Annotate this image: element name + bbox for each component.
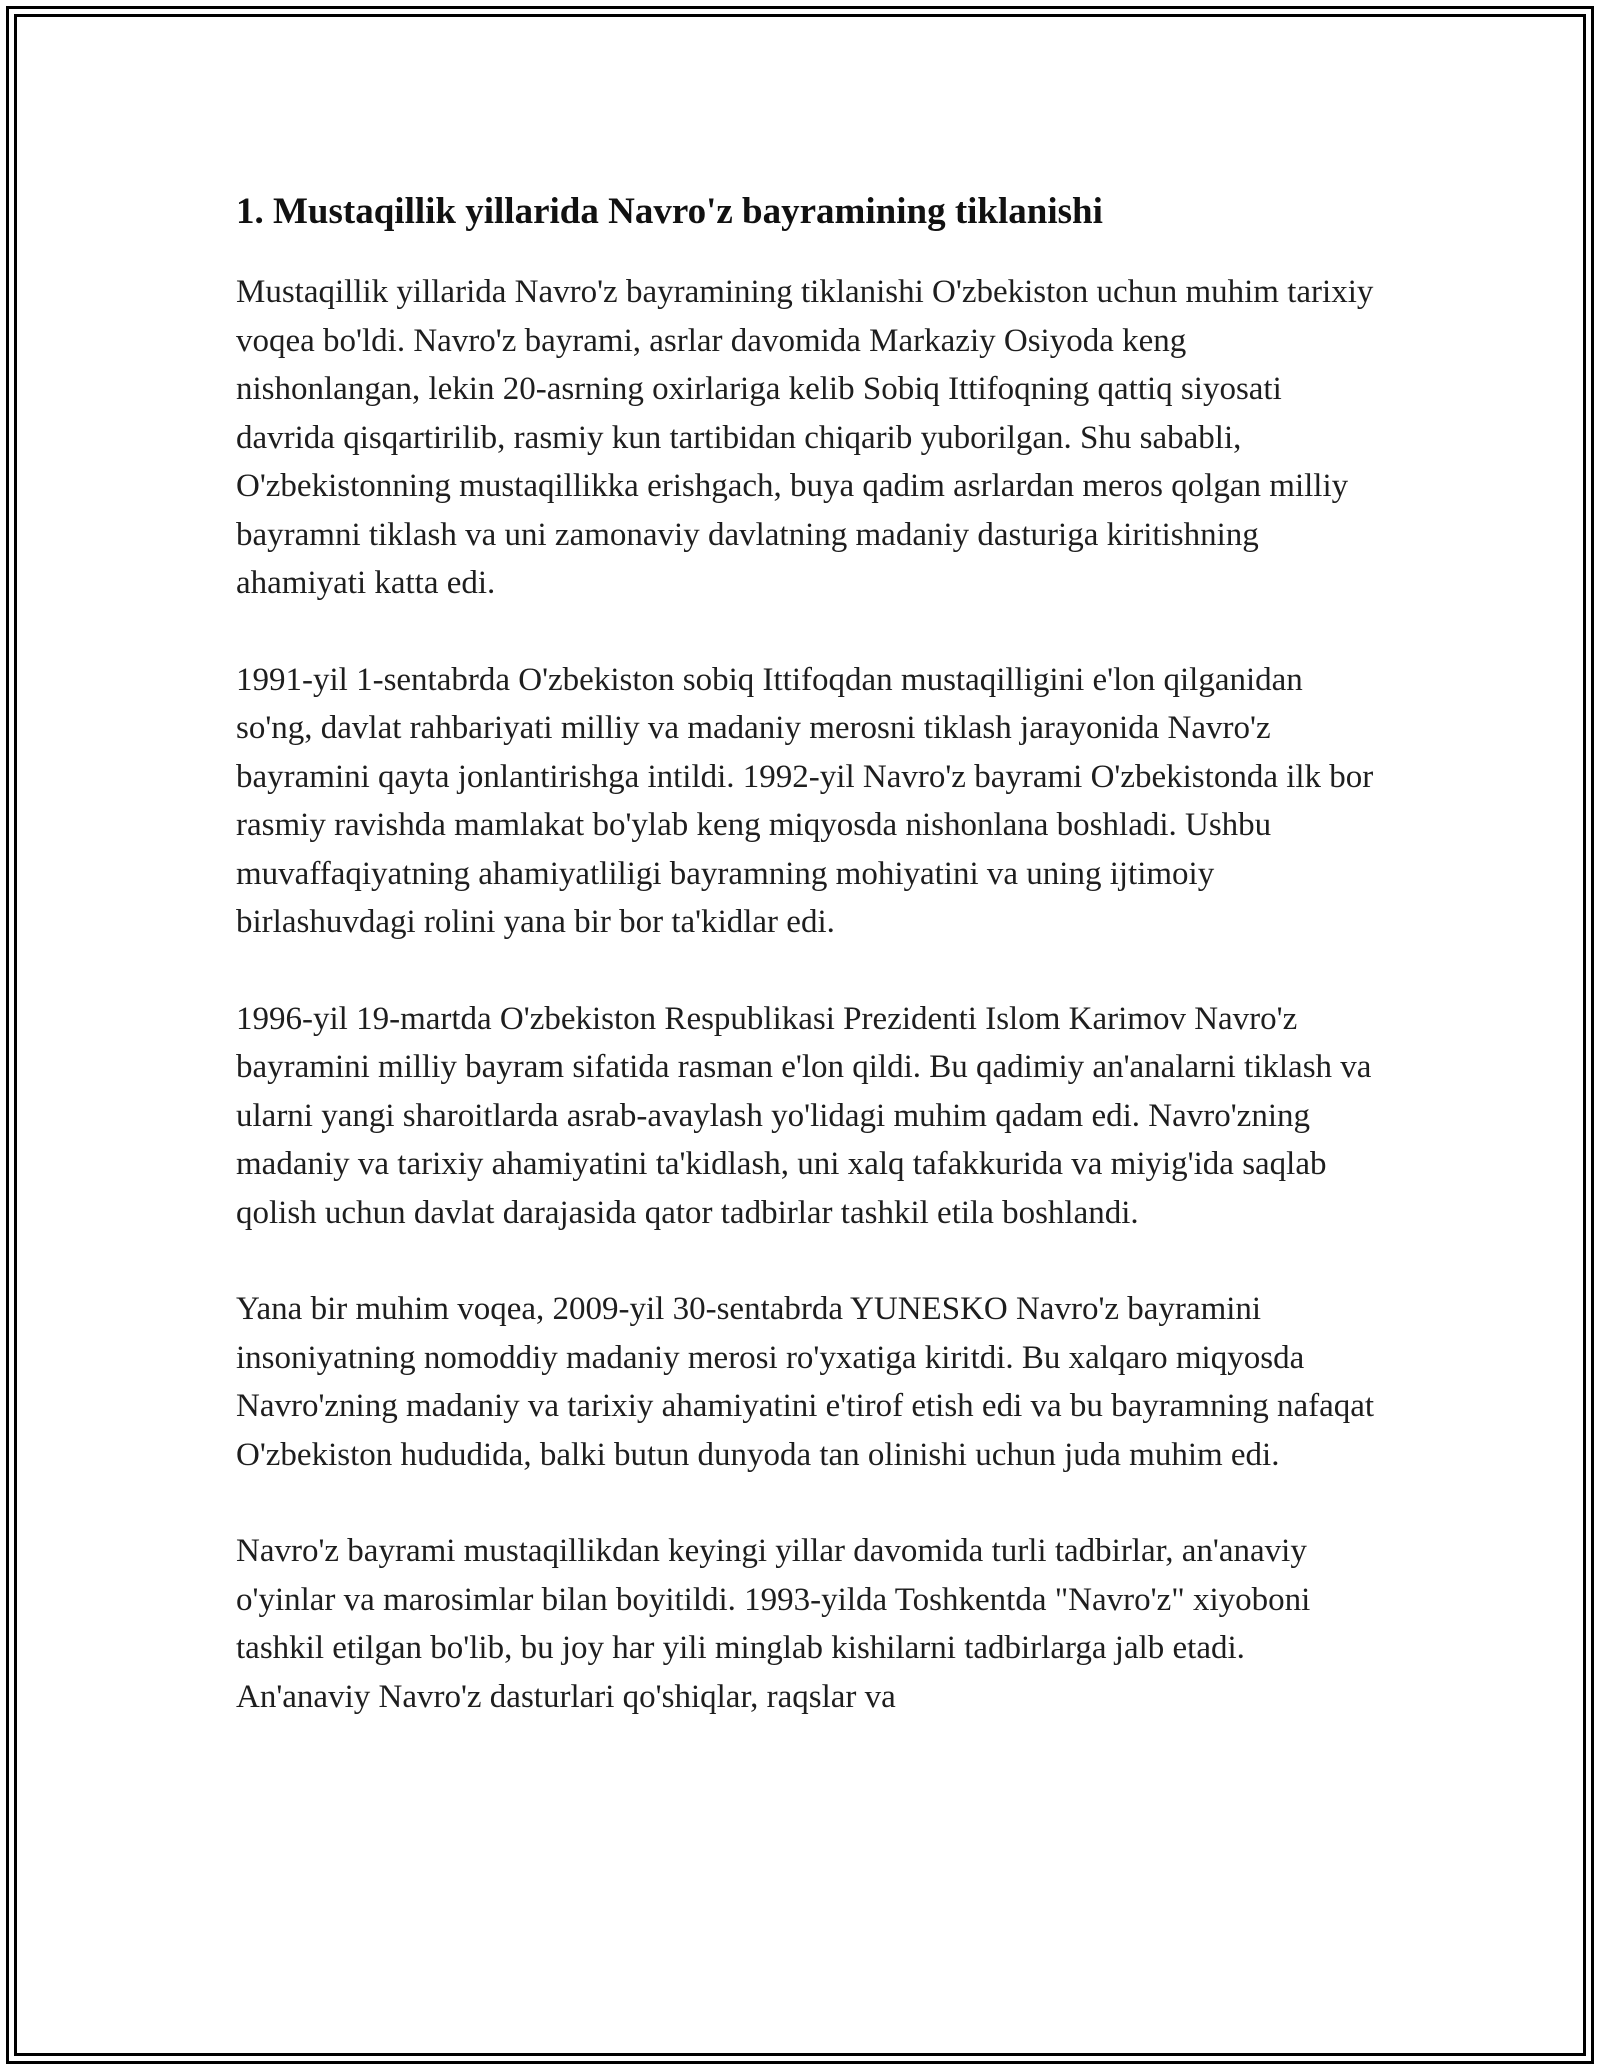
paragraph-4: Yana bir muhim voqea, 2009-yil 30-sentabrda YUNESKO Navro'z bayramini insoniyatning nomoddiy madaniy merosi ro'yxatiga kiritdi. Bu xalqaro miqyosda Navro'zning madaniy va tarixiy ahamiyatini e'tirof etish edi va bu bayramning nafaqat O'zbekiston hududida, balki butun dunyoda tan olinishi uchun juda muhim edi.: [236, 1291, 1375, 1473]
section-title: 1. Mustaqillik yillarida Navro'z bayramining tiklanishi: [236, 191, 1103, 232]
paragraph-1: Mustaqillik yillarida Navro'z bayramining tiklanishi O'zbekiston uchun muhim tarixiy voqea bo'ldi. Navro'z bayrami, asrlar davomida Markaziy Osiyoda keng nishonlangan, lekin 20-asrning oxirlariga kelib Sobiq Ittifoqning qattiq siyosati davrida qisqartirilib, rasmiy kun tartibidan chiqarib yuborilgan. Shu sababli, O'zbekistonning mustaqillikka erishgach, buya qadim asrlardan meros qolgan milliy bayramni tiklash va uni zamonaviy davlatning madaniy dasturiga kiritishning ahamiyati katta edi.: [236, 274, 1374, 601]
document-body: [236, 186, 1376, 1769]
paragraph-2: 1991-yil 1-sentabrda O'zbekiston sobiq Ittifoqdan mustaqilligini e'lon qilganidan so'ng, davlat rahbariyati milliy va madaniy merosni tiklash jarayonida Navro'z bayramini qayta jonlantirishga intildi. 1992-yil Navro'z bayrami O'zbekistonda ilk bor rasmiy ravishda mamlakat bo'ylab keng miqyosda nishonlana boshladi. Ushbu muvaffaqiyatning ahamiyatliligi bayramning mohiyatini va uning ijtimoiy birlashuvdagi rolini yana bir bor ta'kidlar edi.: [236, 661, 1374, 940]
paragraph-3: 1996-yil 19-martda O'zbekiston Respublikasi Prezidenti Islom Karimov Navro'z bayramini milliy bayram sifatida rasman e'lon qildi. Bu qadimiy an'analarni tiklash va ularni yangi sharoitlarda asrab-avaylash yo'lidagi muhim qadam edi. Navro'zning madaniy va tarixiy ahamiyatini ta'kidlash, uni xalq tafakkurida va miyig'ida saqlab qolish uchun davlat darajasida qator tadbirlar tashkil etila boshlandi.: [236, 1000, 1372, 1231]
paragraph-5: Navro'z bayrami mustaqillikdan keyingi yillar davomida turli tadbirlar, an'anaviy o'yinlar va marosimlar bilan boyitildi. 1993-yilda Toshkentda "Navro'z" xiyoboni tashkil etilgan bo'lib, bu joy har yili minglab kishilarni tadbirlarga jalb etadi. An'anaviy Navro'z dasturlari qo'shiqlar, raqslar va: [236, 1533, 1311, 1715]
